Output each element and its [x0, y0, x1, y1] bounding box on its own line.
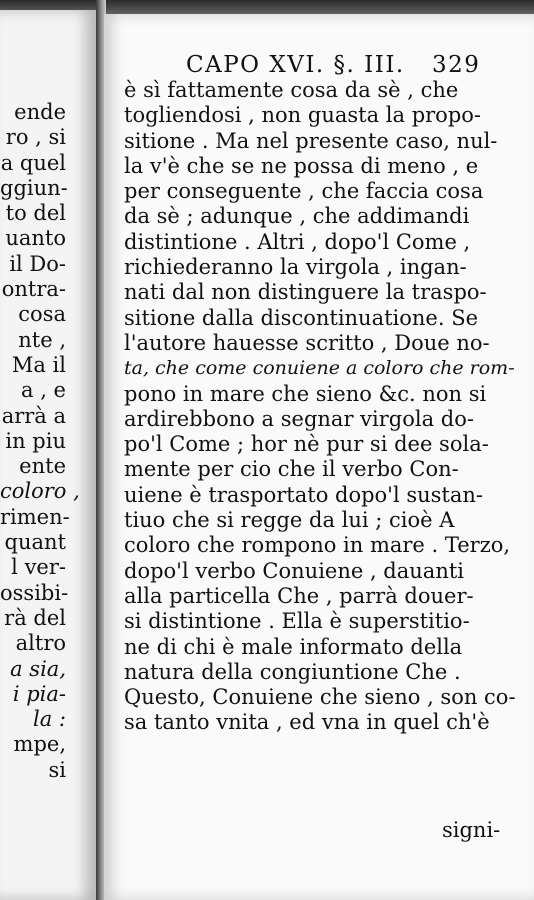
text-line: nte , [18, 327, 66, 352]
text-line: la v'è che se ne possa di meno , e [124, 153, 479, 178]
text-line: ossibi- [0, 580, 69, 605]
text-line: to del [5, 201, 66, 226]
text-line: è sì fattamente cosa da sè , che [124, 78, 459, 102]
text-line: quant [4, 530, 66, 555]
text-line: ardirebbono a segnar virgola do- [124, 406, 474, 431]
catchword: signi- [442, 818, 501, 842]
text-line: ggiun- [0, 175, 68, 200]
text-line: ende [14, 100, 66, 124]
text-line: Ma il [11, 352, 66, 377]
text-line: coloro , [0, 479, 80, 504]
left-page-fragment [0, 10, 96, 900]
text-line: alla particella Che , parrà douer- [124, 583, 474, 608]
text-line: distintione . Altri , dopo'l Come , [124, 229, 471, 254]
text-line: sitione . Ma nel presente caso, nul- [124, 128, 498, 153]
text-line: cosa [18, 302, 66, 327]
text-line: uanto [5, 226, 66, 251]
text-line: la : [33, 707, 66, 732]
text-line: rimen- [0, 504, 70, 529]
text-line: si distintione . Ella è superstitio- [124, 609, 470, 634]
text-line: in piu [5, 428, 66, 453]
text-line: coloro che rompono in mare . Terzo, [124, 533, 511, 558]
text-line: ro , si [5, 125, 66, 150]
text-line: pono in mare che sieno &c. non si [124, 381, 487, 406]
text-line: richiederanno la virgola , ingan- [124, 255, 467, 280]
running-head-title: CAPO XVI. §. III. [186, 52, 405, 78]
text-line: per conseguente , che faccia cosa [124, 179, 484, 204]
text-line: ente [19, 454, 66, 479]
text-line: tiuo che si regge da lui ; cioè A [124, 508, 455, 533]
text-line: ne di chi è male informato della [124, 634, 463, 659]
text-line: ta, che come conuiene a coloro che rom- [124, 357, 515, 380]
text-line: po'l Come ; hor nè pur si dee sola- [124, 432, 489, 457]
text-line: a , e [21, 378, 66, 403]
text-line: da sè ; adunque , che addimandi [124, 204, 470, 229]
text-line: dopo'l verbo Conuiene , dauanti [124, 558, 464, 583]
text-line: sitione dalla discontinuatione. Se [124, 305, 479, 330]
text-line: l'autore hauesse scritto , Doue no- [124, 330, 490, 355]
text-line: uiene è trasportato dopo'l sustan- [124, 482, 484, 507]
text-line: mpe, [13, 732, 66, 757]
text-line: Questo, Conuiene che sieno , son co- [124, 685, 516, 710]
text-line: a quel [0, 150, 66, 175]
text-line: ontra- [1, 277, 66, 302]
left-page-text [0, 100, 96, 783]
text-line: sa tanto vnita , ed vna in quel ch'è [124, 710, 490, 735]
text-line: arrà a [1, 403, 66, 428]
page-number: 329 [432, 52, 481, 78]
running-head [186, 48, 496, 82]
text-line: togliendosi , non guasta la propo- [124, 103, 481, 128]
text-line: l ver- [11, 555, 66, 580]
text-line: a sia, [10, 656, 66, 681]
text-line: mente per cio che il verbo Con- [124, 457, 459, 482]
text-line: nati dal non distinguere la traspo- [124, 280, 487, 305]
body-text [124, 78, 516, 736]
text-line: il Do- [9, 251, 66, 276]
text-line: i pia- [12, 681, 66, 706]
text-line: altro [15, 631, 66, 656]
text-line: rà del [4, 605, 66, 630]
text-line: si [48, 757, 66, 782]
text-line: natura della congiuntione Che . [124, 659, 461, 684]
